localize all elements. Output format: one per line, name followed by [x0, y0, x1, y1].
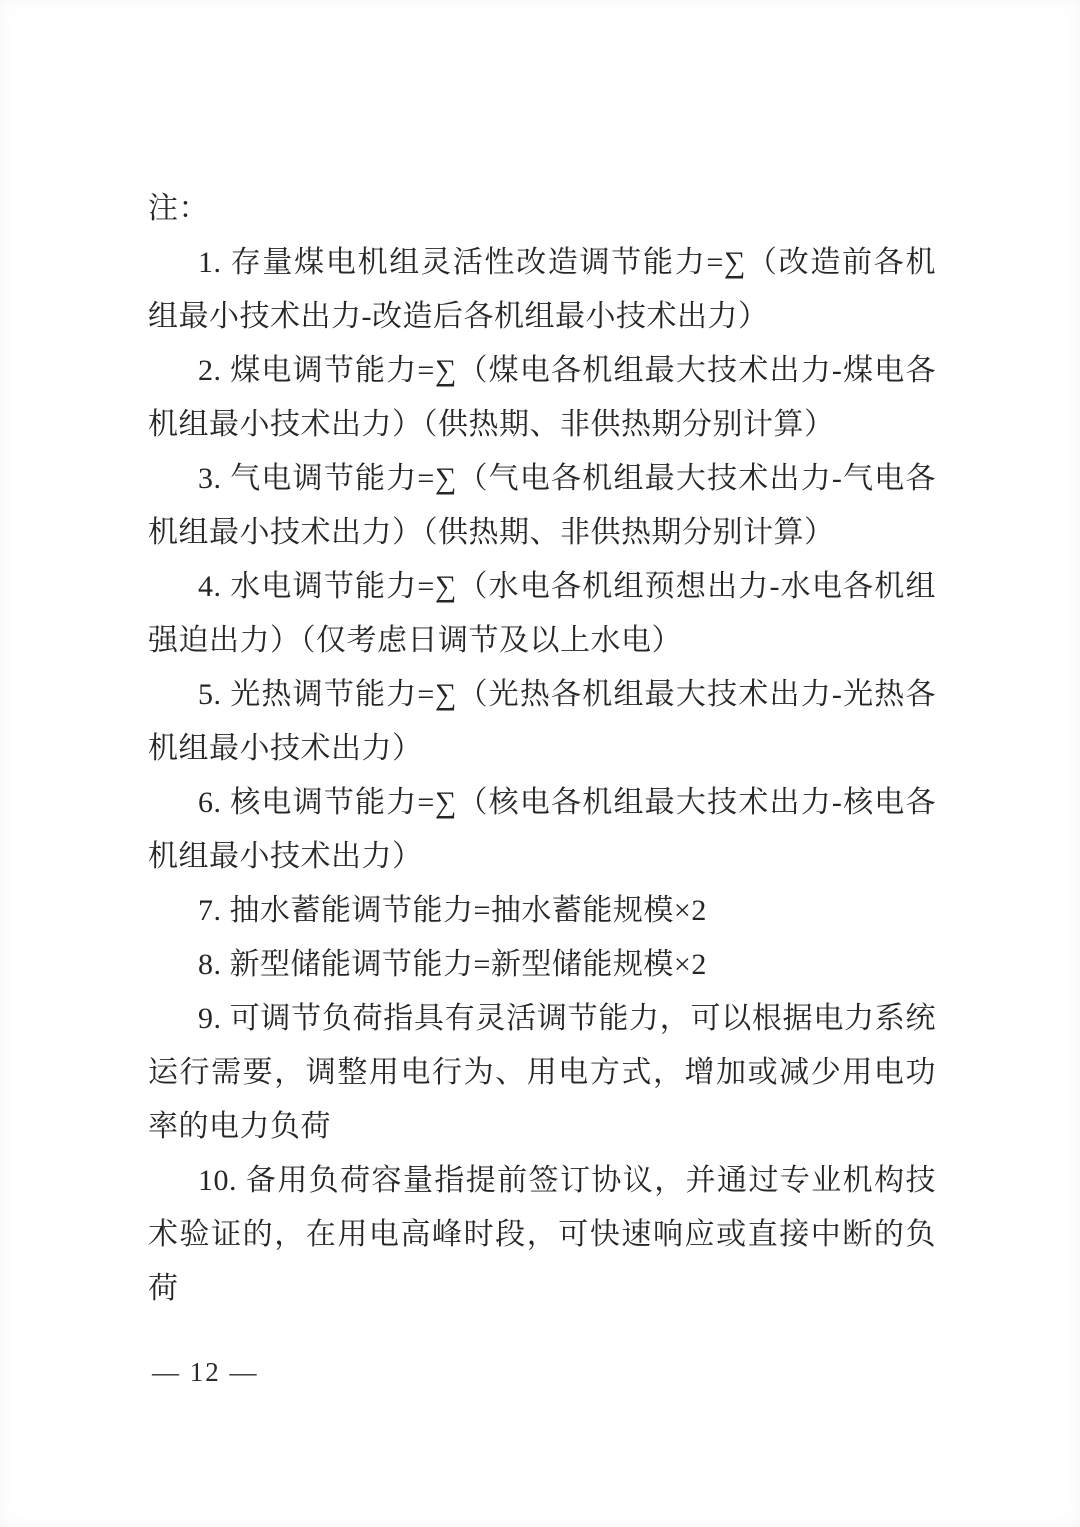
note-item-1: 1. 存量煤电机组灵活性改造调节能力=∑（改造前各机组最小技术出力-改造后各机组最小技术出力） [148, 246, 936, 333]
notes-section [148, 182, 936, 1316]
note-item-6: 6. 核电调节能力=∑（核电各机组最大技术出力-核电各机组最小技术出力） [148, 786, 936, 873]
note-item-8: 8. 新型储能调节能力=新型储能规模×2 [198, 948, 707, 981]
note-item-7: 7. 抽水蓄能调节能力=抽水蓄能规模×2 [198, 894, 707, 927]
note-item-2: 2. 煤电调节能力=∑（煤电各机组最大技术出力-煤电各机组最小技术出力）（供热期、非供热期分别计算） [148, 354, 936, 441]
note-item-9: 9. 可调节负荷指具有灵活调节能力，可以根据电力系统运行需要，调整用电行为、用电方式，增加或减少用电功率的电力负荷 [148, 1002, 936, 1143]
note-item-10: 10. 备用负荷容量指提前签订协议，并通过专业机构技术验证的，在用电高峰时段，可快速响应或直接中断的负荷 [148, 1164, 936, 1305]
page-number: — 12 — [152, 1357, 259, 1387]
note-label: 注： [148, 192, 209, 225]
note-item-4: 4. 水电调节能力=∑（水电各机组预想出力-水电各机组强迫出力）（仅考虑日调节及以上水电） [148, 570, 936, 657]
note-item-5: 5. 光热调节能力=∑（光热各机组最大技术出力-光热各机组最小技术出力） [148, 678, 936, 765]
note-item-3: 3. 气电调节能力=∑（气电各机组最大技术出力-气电各机组最小技术出力）（供热期、非供热期分别计算） [148, 462, 936, 549]
